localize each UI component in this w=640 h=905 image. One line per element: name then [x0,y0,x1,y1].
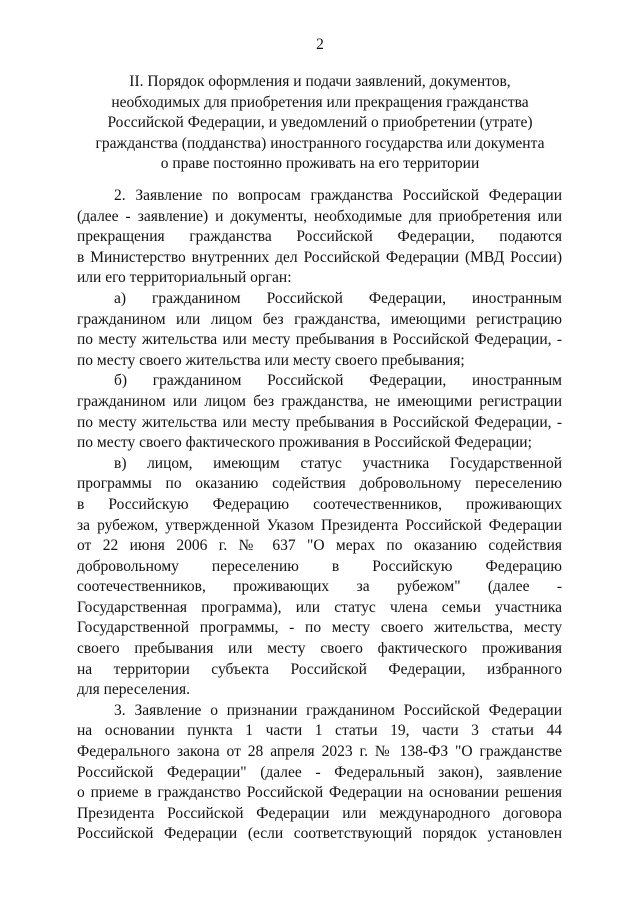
heading-line: II. Порядок оформления и подачи заявлений, документов, [129,73,511,90]
text-line: 3. Заявление о признании гражданином Российской Федерации [114,701,562,719]
text-line: программы по оказанию содействия добровольному переселению [77,475,562,493]
text-line: гражданином или лицом без гражданства, имеющими регистрацию [77,310,562,328]
text-line: Федерального закона от 28 апреля 2023 г. № 138-ФЗ "О гражданстве [77,743,562,761]
text-line: (далее - заявление) и документы, необходимые для приобретения или [77,207,562,225]
text-line: по месту своего жительства или месту своего пребывания; [77,351,465,369]
text-line: на территории субъекта Российской Федерации, избранного [77,660,562,678]
text-line: по месту жительства или месту пребывания в Российской Федерации, - [77,413,562,431]
text-line: о приеме в гражданство Российской Федерации на основании решения [77,784,562,802]
text-line: на основании пункта 1 части 1 статьи 19, части 3 статьи 44 [77,722,562,740]
body-text [77,186,562,845]
text-line: Государственная программа), или статус члена семьи участника [77,598,562,616]
text-line: гражданином или лицом без гражданства, не имеющими регистрации [77,392,562,410]
text-line: от 22 июня 2006 г. № 637 "О мерах по оказанию содействия [77,537,562,555]
page-number: 2 [316,36,324,53]
text-line: по месту жительства или месту пребывания в Российской Федерации, - [77,331,562,349]
text-line: или его территориальный орган: [77,269,292,287]
text-line: своего пребывания или месту своего фактического проживания [77,640,562,658]
text-line: Российской Федерации (если соответствующий порядок установлен [77,825,562,843]
heading-line: гражданства (подданства) иностранного государства или документа [95,134,545,152]
text-line: в Российскую Федерацию соотечественников, проживающих [77,495,562,513]
heading-line: Российской Федерации, и уведомлений о приобретении (утрате) [107,114,533,131]
text-line: добровольному переселению в Российскую Федерацию [77,557,562,575]
text-line: прекращения гражданства Российской Федерации, подаются [77,228,562,246]
text-line: по месту своего фактического проживания в Российской Федерации; [77,434,532,452]
text-line: Российской Федерации" (далее - Федеральный закон), заявление [77,763,562,781]
text-line: Государственной программы, - по месту своего жительства, месту [77,619,562,637]
heading-line: о праве постоянно проживать на его территории [160,155,480,172]
text-line: в) лицом, имеющим статус участника Государственной [114,454,562,472]
text-line: в Министерство внутренних дел Российской Федерации (МВД России) [77,248,562,266]
section-heading [70,72,570,175]
heading-line: необходимых для приобретения или прекращения гражданства [111,93,529,111]
text-line: Президента Российской Федерации или международного договора [77,804,562,822]
text-line: для переселения. [77,681,190,699]
text-line: за рубежом, утвержденной Указом Президента Российской Федерации [77,516,562,534]
text-line: а) гражданином Российской Федерации, иностранным [114,289,562,307]
text-line: 2. Заявление по вопросам гражданства Российской Федерации [114,187,562,204]
text-line: б) гражданином Российской Федерации, иностранным [114,372,562,390]
text-line: соотечественников, проживающих за рубежом" (далее - [77,578,562,596]
